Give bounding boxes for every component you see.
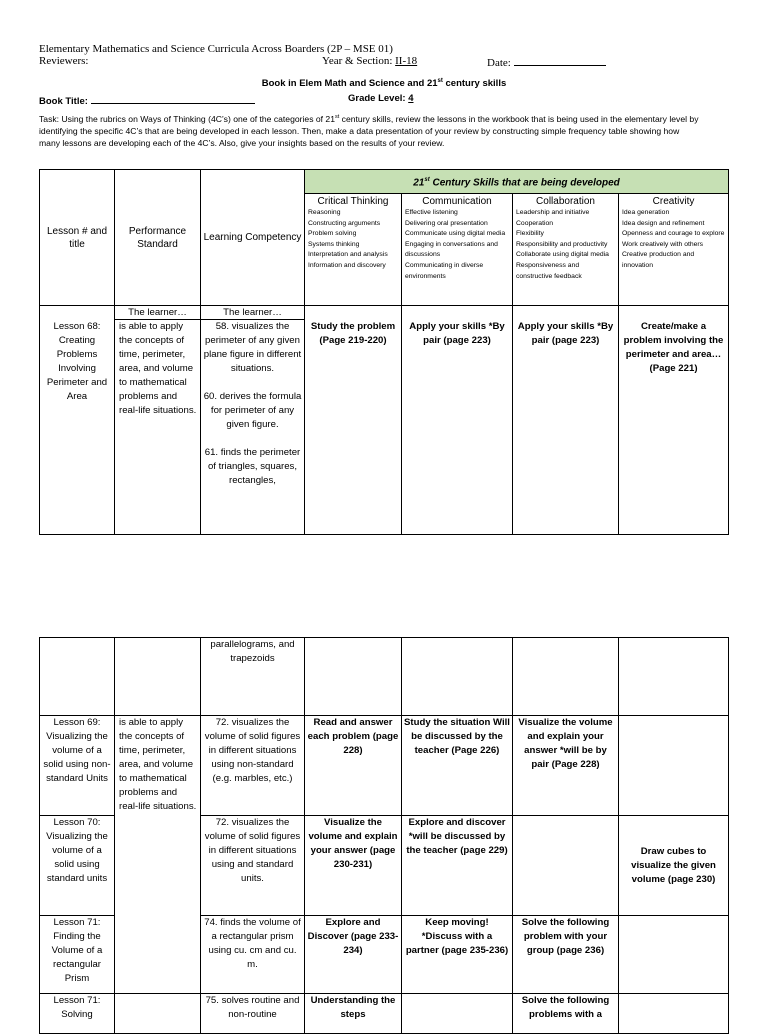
lesson-69-communication: Study the situation Will be discussed by the teacher (Page 226): [402, 716, 513, 816]
learner-spacer: [40, 306, 115, 320]
skill-communication-list: Effective listening Delivering oral presentation Communicate using digital media Engaging in conversations and discussions Communicating in diverse environments: [405, 209, 506, 280]
empty-cell: [40, 638, 115, 716]
lesson-70-communication: Explore and discover *will be discussed by the teacher (page 229): [402, 816, 513, 916]
date-blank: [514, 55, 606, 66]
lesson-68-communication: Apply your skills *By pair (page 223): [402, 320, 513, 535]
lesson-70-title: Lesson 70: Visualizing the volume of a solid using standard units: [40, 816, 115, 916]
lesson-68-title: Lesson 68: Creating Problems Involving Perimeter and Area: [40, 320, 115, 535]
lesson-69-competency: 72. visualizes the volume of solid figures in different situations using non-standard (e.g. marbles, etc.): [201, 716, 305, 816]
book-title-blank: [91, 93, 255, 104]
lesson-69-title: Lesson 69: Visualizing the volume of a solid using non-standard Units: [40, 716, 115, 816]
lesson-68-competency: 58. visualizes the perimeter of any given plane figure in different situations. 60. derives the formula for perimeter of any given figure. 61. finds the perimeter of triangles, squares, rectangles,: [201, 320, 305, 535]
skill-creativity-list: Idea generation Idea design and refinement Openness and courage to explore Work creatively with others Creative production and innovation: [622, 209, 725, 269]
course-title: Elementary Mathematics and Science Curricula Across Boarders (2P – MSE 01): [39, 43, 393, 55]
empty-cell: [305, 638, 402, 716]
empty-cell: [115, 638, 201, 716]
reviewers-line: [39, 55, 659, 67]
lesson-71-title: Lesson 71: Finding the Volume of a rectangular Prism: [40, 916, 115, 994]
empty-cell: [619, 638, 729, 716]
review-table-page-1: [39, 169, 729, 535]
spacer: [203, 376, 302, 390]
empty-cell: [513, 638, 619, 716]
skill-critical-list: Reasoning Constructing arguments Problem solving Systems thinking Interpretation and analysis Information and discovery: [308, 209, 388, 269]
lesson-70-collaboration: [513, 816, 619, 916]
learner-label-performance: The learner…: [115, 306, 201, 320]
lesson-71b-competency: 75. solves routine and non-routine: [201, 994, 305, 1034]
skill-critical-thinking: Critical Thinking Reasoning Constructing arguments Problem solving Systems thinking Interpretation and analysis Information and discovery: [305, 194, 402, 306]
lesson-70-critical: Visualize the volume and explain your answer (page 230-231): [305, 816, 402, 916]
lesson-68-performance: is able to apply the concepts of time, perimeter, area, and volume to mathematical problems and real-life situations.: [115, 320, 201, 535]
lesson-71-critical: Explore and Discover (page 233-234): [305, 916, 402, 994]
date-field: Date:: [487, 55, 606, 69]
lesson-71b-creativity: [619, 994, 729, 1034]
lesson-71-creativity: [619, 916, 729, 994]
lessons-69-70-performance: is able to apply the concepts of time, perimeter, area, and volume to mathematical problems and real-life situations.: [115, 716, 201, 916]
year-section-value: II-18: [395, 55, 418, 67]
lesson-71b-title: Lesson 71: Solving: [40, 994, 115, 1034]
skills-banner: 21st Century Skills that are being developed: [305, 170, 729, 194]
lesson-71b-collaboration: Solve the following problems with a: [513, 994, 619, 1034]
lesson-71b-communication: [402, 994, 513, 1034]
spacer: [203, 432, 302, 446]
empty-cell: [402, 638, 513, 716]
lesson-68-collaboration: Apply your skills *By pair (page 223): [513, 320, 619, 535]
competency-continuation: parallelograms, and trapezoids: [201, 638, 305, 716]
col-header-lesson: Lesson # and title: [40, 170, 115, 306]
empty-cell: [115, 916, 201, 994]
spacer-cell: [513, 306, 619, 320]
skill-communication: Communication Effective listening Delivering oral presentation Communicate using digital media Engaging in conversations and discussions Communicating in diverse environments: [402, 194, 513, 306]
lesson-71-competency: 74. finds the volume of a rectangular prism using cu. cm and cu. m.: [201, 916, 305, 994]
lesson-70-competency: 72. visualizes the volume of solid figures in different situations using and standard units.: [201, 816, 305, 916]
lesson-70-creativity: Draw cubes to visualize the given volume (page 230): [619, 816, 729, 916]
learner-label-competency: The learner…: [201, 306, 305, 320]
lesson-71-collaboration: Solve the following problem with your group (page 236): [513, 916, 619, 994]
year-section: Year & Section: II-18: [322, 55, 418, 67]
empty-cell: [115, 994, 201, 1034]
skill-collaboration: Collaboration Leadership and initiative Cooperation Flexibility Responsibility and productivity Collaborate using digital media Responsiveness and constructive feedback: [513, 194, 619, 306]
col-header-learning: Learning Competency: [201, 170, 305, 306]
task-instructions: Task: Using the rubrics on Ways of Thinking (4C’s) one of the categories of 21st century skills, review the lessons in the workbook that is being used in the elementary level by identifying the specific 4C’s that are being developed in each lesson. Then, make a data presentation of your review by constructing simple frequency table showing how many lessons are developing each of the 4C’s. Also, give your insights based on the results of your review.: [39, 113, 699, 149]
reviewers-label: Reviewers:: [39, 55, 89, 67]
lesson-69-critical: Read and answer each problem (page 228): [305, 716, 402, 816]
col-header-performance: Performance Standard: [115, 170, 201, 306]
spacer-cell: [402, 306, 513, 320]
lesson-68-creativity: Create/make a problem involving the perimeter and area… (Page 221): [619, 320, 729, 535]
lesson-68-critical: Study the problem (Page 219-220): [305, 320, 402, 535]
spacer-cell: [305, 306, 402, 320]
lesson-71-communication: Keep moving! *Discuss with a partner (page 235-236): [402, 916, 513, 994]
lesson-71b-critical: Understanding the steps: [305, 994, 402, 1034]
review-table-page-2: [39, 637, 729, 1034]
skill-creativity: Creativity Idea generation Idea design and refinement Openness and courage to explore Work creatively with others Creative production and innovation: [619, 194, 729, 306]
lesson-69-collaboration: Visualize the volume and explain your answer *will be by pair (Page 228): [513, 716, 619, 816]
skill-collaboration-list: Leadership and initiative Cooperation Flexibility Responsibility and productivity Collaborate using digital media Responsiveness and constructive feedback: [516, 209, 609, 280]
spacer-cell: [619, 306, 729, 320]
lesson-69-creativity: [619, 716, 729, 816]
document-title: Book in Elem Math and Science and 21st century skills: [261, 78, 507, 90]
book-title-field: Book Title:: [39, 93, 255, 107]
grade-level-field: Grade Level: 4: [348, 93, 414, 104]
